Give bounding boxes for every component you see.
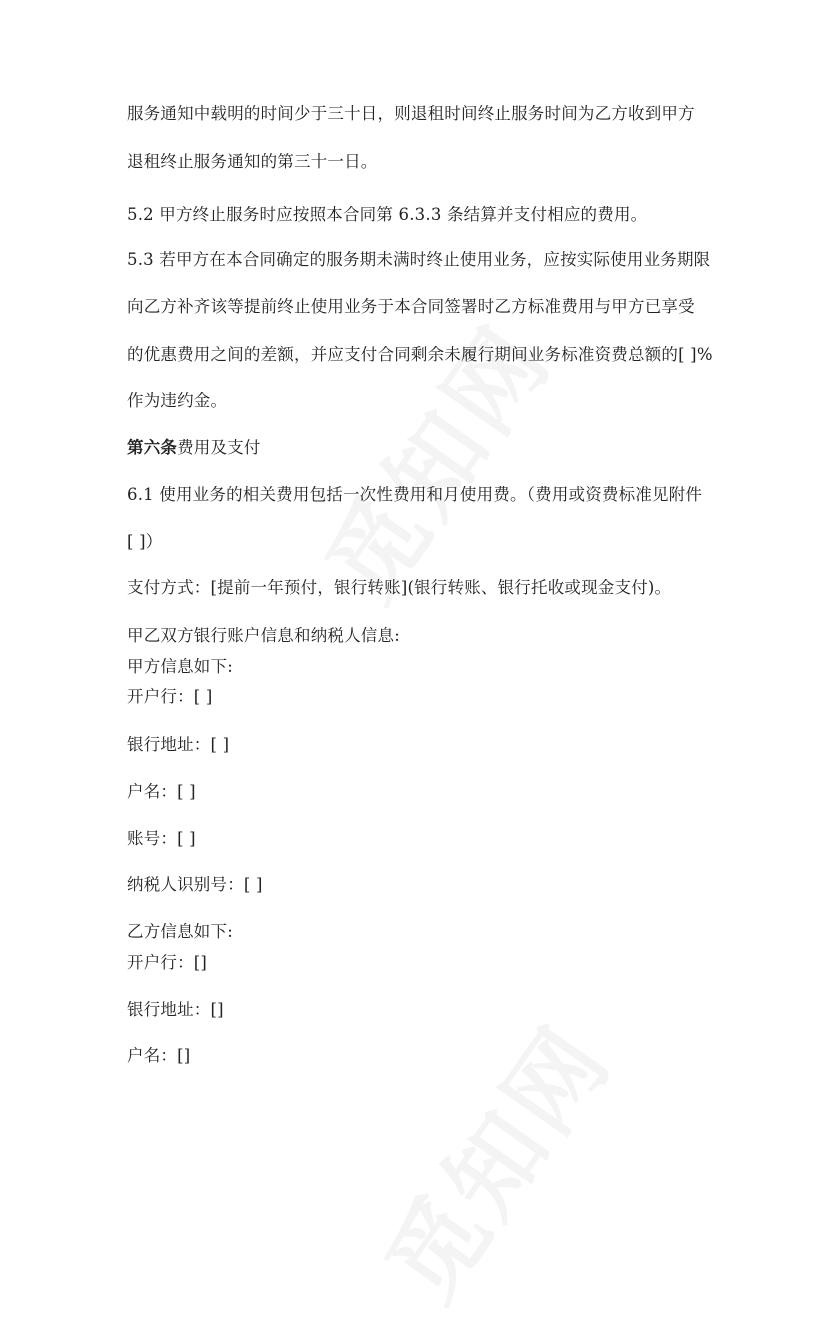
party-a-tax-id: 纳税人识别号：[ ] <box>127 875 263 894</box>
paragraph-line: 向乙方补齐该等提前终止使用业务于本合同签署时乙方标准费用与甲方已享受 <box>127 297 695 316</box>
party-a-title: 甲方信息如下: <box>127 657 233 676</box>
paragraph-line: [ ]） <box>127 532 163 551</box>
section-number: 第六条 <box>127 438 178 457</box>
party-b-title: 乙方信息如下: <box>127 922 233 941</box>
section-heading <box>127 437 261 459</box>
clause-5-2: 5.2 甲方终止服务时应按照本合同第 6.3.3 条结算并支付相应的费用。 <box>127 205 648 224</box>
watermark-logo <box>349 994 637 1323</box>
party-a-account-name: 户名：[ ] <box>127 782 196 801</box>
party-a-bank: 开户行：[ ] <box>127 687 213 706</box>
clause-6-1: 6.1 使用业务的相关费用包括一次性费用和月使用费。（费用或资费标准见附件 <box>127 485 703 504</box>
payment-method: 支付方式：[提前一年预付，银行转账](银行转账、银行托收或现金支付)。 <box>127 578 672 597</box>
bank-info-intro: 甲乙双方银行账户信息和纳税人信息: <box>127 626 400 645</box>
paragraph-line: 退租终止服务通知的第三十一日。 <box>127 152 378 171</box>
party-b-bank: 开户行：[] <box>127 953 208 972</box>
paragraph-line: 作为违约金。 <box>127 391 228 410</box>
party-a-bank-address: 银行地址：[ ] <box>127 735 230 754</box>
party-b-bank-address: 银行地址：[] <box>127 1000 224 1019</box>
paragraph-line: 服务通知中载明的时间少于三十日，则退租时间终止服务时间为乙方收到甲方 <box>127 104 695 123</box>
party-a-account-number: 账号：[ ] <box>127 829 196 848</box>
paragraph-line: 的优惠费用之间的差额，并应支付合同剩余未履行期间业务标准资费总额的[ ]% <box>127 345 713 364</box>
party-b-account-name: 户名：[] <box>127 1046 191 1065</box>
clause-5-3: 5.3 若甲方在本合同确定的服务期未满时终止使用业务，应按实际使用业务期限 <box>127 250 711 269</box>
section-title: 费用及支付 <box>177 438 261 457</box>
